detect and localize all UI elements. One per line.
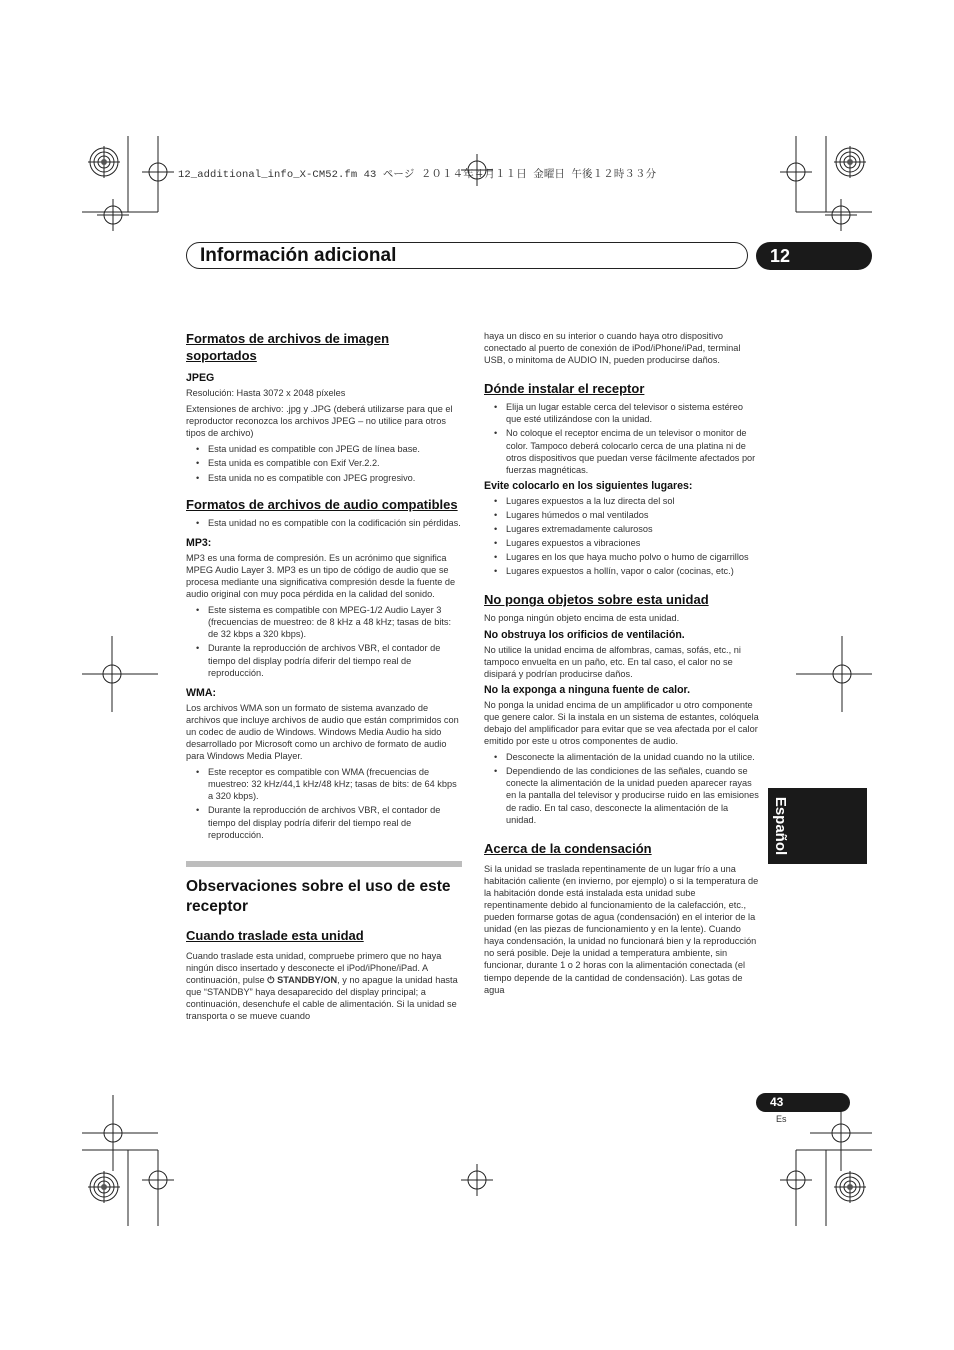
- list-item: • Desconecte la alimentación de la unidad cuando no la utilice.: [506, 751, 760, 763]
- list-item: • Dependiendo de las condiciones de las señales, cuando se conecte la alimentación de la unidad pueden aparecer rayas en la pantalla del televisor y producirse ruido en las emisiones de radio. En tal caso, desconecte la alimentación de la unidad.: [506, 765, 760, 825]
- page-number: 43: [770, 1095, 784, 1109]
- page-language: Es: [776, 1114, 787, 1124]
- avoid-bullets: [484, 495, 760, 578]
- standby-icon: ⏻: [267, 974, 275, 985]
- mp3-label: MP3:: [186, 536, 212, 549]
- list-item: • Lugares expuestos a hollín, vapor o calor (cocinas, etc.): [506, 565, 760, 577]
- install-heading: Dónde instalar el receptor: [484, 381, 645, 397]
- list-item: • Lugares húmedos o mal ventilados: [506, 509, 760, 521]
- jpeg-bullets: [186, 443, 462, 483]
- move-text: Cuando traslade esta unidad, compruebe primero que no haya ningún disco insertado y desconecte el iPod/iPhone/iPad. A continuación, pulse ⏻ STANDBY/ON, y no apague la unidad hasta que “STANDBY” haya desaparecido del display principal; a continuación, desenchufe el cable de alimentación. Si la unidad se transporta o se mueve cuando: [186, 950, 458, 1022]
- list-item: • Elija un lugar estable cerca del televisor o sistema estéreo que esté utilizándose con la unidad.: [506, 401, 760, 425]
- language-tab-label: Español: [772, 796, 789, 856]
- heat-heading: No la exponga a ninguna fuente de calor.: [484, 683, 691, 696]
- objects-text: No ponga ningún objeto encima de esta unidad.: [484, 613, 680, 624]
- list-item: • Esta unida no es compatible con JPEG progresivo.: [208, 472, 462, 484]
- list-item: • Durante la reproducción de archivos VBR, el contador de tiempo del display podría diferir del tiempo real de reproducción.: [208, 642, 462, 678]
- standby-label: STANDBY/ON: [277, 974, 338, 985]
- images-heading: Formatos de archivos de imagen soportados: [186, 331, 390, 363]
- print-slug: 12_additional_info_X-CM52.fm 43 ページ ２０１４年４月１１日 金曜日 午後１２時３３分: [178, 169, 657, 181]
- list-item: • Lugares expuestos a vibraciones: [506, 537, 760, 549]
- move-heading: Cuando traslade esta unidad: [186, 927, 364, 943]
- jpeg-label: JPEG: [186, 372, 215, 384]
- list-item: • Durante la reproducción de archivos VBR, el contador de tiempo del display podría diferir del tiempo real de reproducción.: [208, 804, 462, 840]
- objects-bullets: [484, 751, 760, 826]
- heat-text: No ponga la unidad encima de un amplificador u otro componente que genere calor. Si la instala en un sistema de estantes, colóquela debajo del amplificador para evitar que se vea afectada por el calor emitido por este u otros componentes de audio.: [484, 699, 759, 747]
- left-column: [186, 330, 462, 1026]
- condensation-heading: Acerca de la condensación: [484, 840, 652, 856]
- chapter-number: 12: [770, 246, 791, 266]
- wma-label: WMA:: [186, 686, 217, 699]
- wma-text: Los archivos WMA son un formato de sistema avanzado de archivos que incluye archivos de audio que están comprimidos con un codec de audio de Windows. Windows Media Audio ha sido desarrollado por Microsoft como un archivo de formato de audio para Windows Media Player.: [186, 702, 459, 762]
- list-item: • Este sistema es compatible con MPEG-1/2 Audio Layer 3 (frecuencias de muestreo: de 8 kHz a 48 kHz; tasas de bits: de 32 kbps a 320 kbps).: [208, 604, 462, 640]
- list-item: • Esta unida es compatible con Exif Ver.2.2.: [208, 457, 462, 469]
- list-item: • Lugares en los que haya mucho polvo o humo de cigarrillos: [506, 551, 760, 563]
- list-item: • Esta unidad es compatible con JPEG de línea base.: [208, 443, 462, 455]
- list-item: • Esta unidad no es compatible con la codificación sin pérdidas.: [208, 517, 462, 529]
- continuation-text: haya un disco en su interior o cuando haya otro dispositivo conectado al puerto de conexión de iPod/iPhone/iPad, terminal USB, o minitoma de AUDIO IN, pueden producirse daños.: [484, 331, 741, 366]
- list-item: • Lugares extremadamente calurosos: [506, 523, 760, 535]
- right-column: [484, 330, 760, 1000]
- jpeg-resolution: Resolución: Hasta 3072 x 2048 píxeles: [186, 388, 346, 398]
- jpeg-extensions: Extensiones de archivo: .jpg y .JPG (deberá utilizarse para que el reproductor reconozca los archivos JPEG – no utilice para otros tipos de archivo): [186, 404, 453, 439]
- list-item: • Lugares expuestos a la luz directa del sol: [506, 495, 760, 507]
- observations-heading: Observaciones sobre el uso de este receptor: [186, 877, 451, 915]
- objects-heading: No ponga objetos sobre esta unidad: [484, 592, 709, 608]
- list-item: • No coloque el receptor encima de un televisor o monitor de color. Tampoco deberá colocarlo cerca de una platina ni de otros dispositivos que puedan verse fácilmente afectados por fuerzas magnéticas.: [506, 427, 760, 475]
- avoid-heading: Evite colocarlo en los siguientes lugares:: [484, 479, 693, 492]
- audio-heading: Formatos de archivos de audio compatibles: [186, 496, 458, 512]
- vent-heading: No obstruya los orificios de ventilación.: [484, 628, 685, 641]
- page-title: Información adicional: [200, 245, 397, 266]
- vent-text: No utilice la unidad encima de alfombras, camas, sofás, etc., ni tampoco envuelta en un paño, etc. En tal caso, el calor no se disipará y podrían producirse daños.: [484, 644, 741, 679]
- mp3-text: MP3 es una forma de compresión. Es un acrónimo que significa MPEG Audio Layer 3. MP3 es un tipo de código de audio que se procesa mediante una significativa compresión desde la fuente de audio original con muy poca pérdida en la calidad del sonido.: [186, 552, 456, 600]
- section-divider: [186, 861, 462, 867]
- install-bullets: [484, 401, 760, 476]
- list-item: • Este receptor es compatible con WMA (frecuencias de muestreo: 32 kHz/44,1 kHz/48 kHz; tasas de bits: de 64 kbps a 320 kbps).: [208, 766, 462, 802]
- wma-bullets: [186, 766, 462, 841]
- condensation-text: Si la unidad se traslada repentinamente de un lugar frío a una habitación caliente (en invierno, por ejemplo) o si la temperatura de la habitación donde está instalada esta unidad sube repentinamente debido al funcionamiento de la calefacción, etc., pueden formarse gotas de agua (condensación) en el interior de la unidad (en las piezas de funcionamiento y en la lente). Cuando haya condensación, la unidad no funcionará bien y la reproducción no será posible. Deje la unidad a temperatura ambiente, sin funcionar, durante 1 o 2 horas con la alimentación conectada (el tiempo depende de la cantidad de condensación). Las gotas de agua: [484, 863, 759, 995]
- audio-bullets: [186, 517, 462, 529]
- mp3-bullets: [186, 604, 462, 679]
